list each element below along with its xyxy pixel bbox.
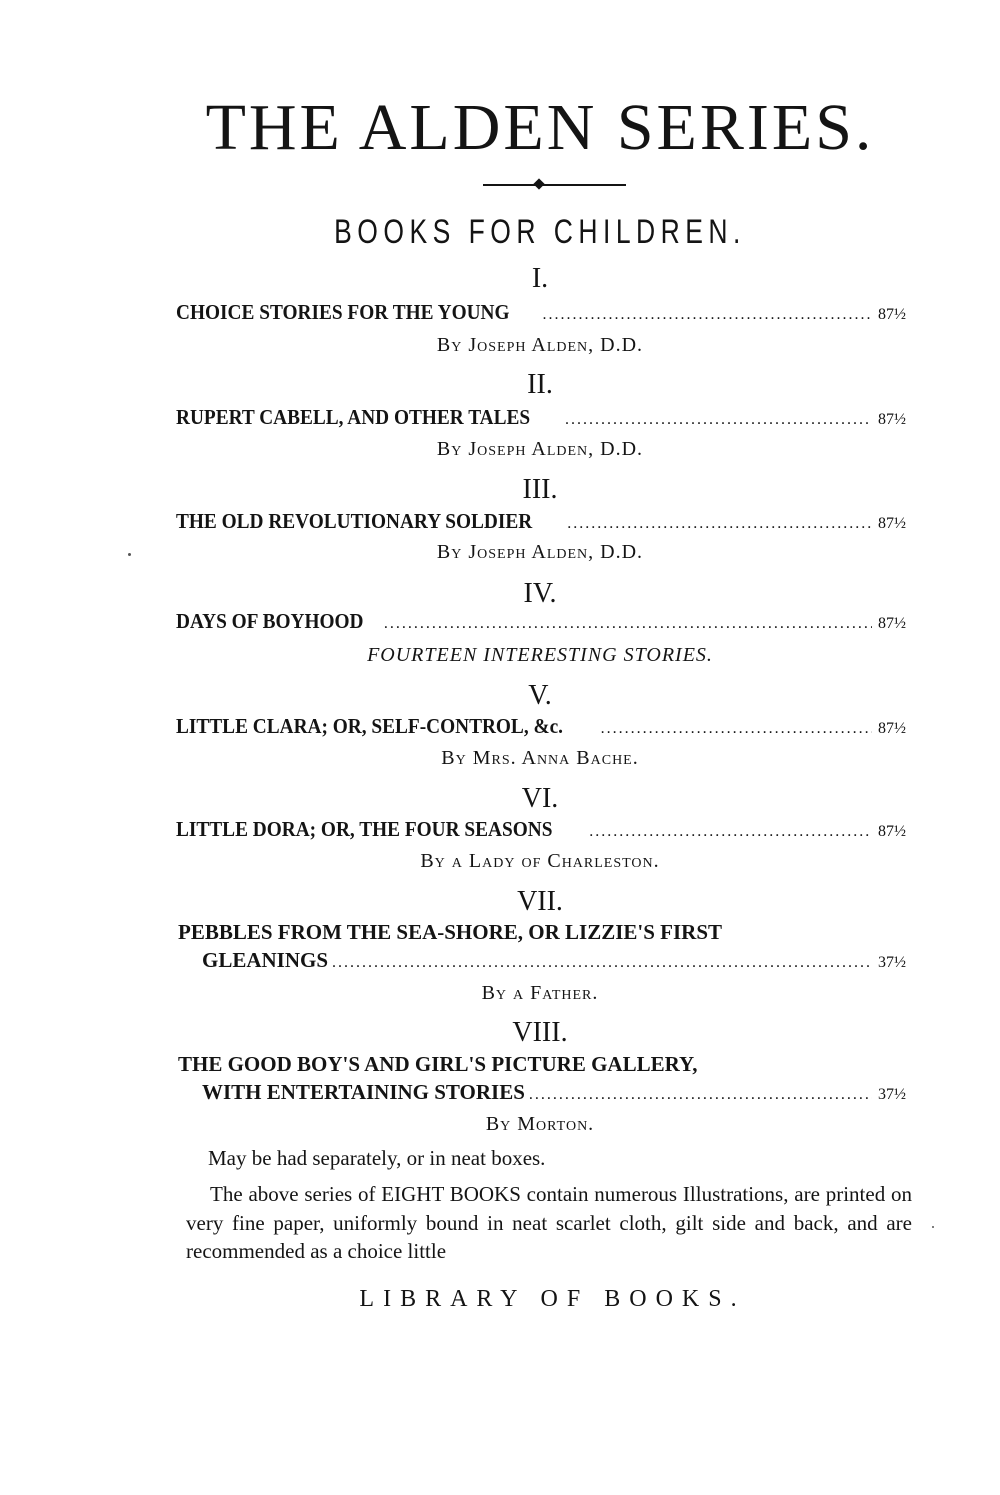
book-price: 37½ bbox=[878, 1086, 906, 1103]
book-numeral: VI. bbox=[521, 783, 559, 814]
book-entry bbox=[178, 918, 906, 977]
book-byline: By Joseph Alden, D.D. bbox=[436, 541, 644, 563]
dot-leader bbox=[589, 824, 872, 840]
book-price: 87½ bbox=[878, 823, 906, 840]
book-price: 87½ bbox=[878, 411, 906, 428]
book-numeral: III. bbox=[522, 474, 558, 505]
dot-leader bbox=[384, 616, 872, 632]
book-entry bbox=[176, 302, 906, 323]
book-entry bbox=[178, 1050, 906, 1109]
book-entry bbox=[176, 407, 906, 428]
diamond-ornament-icon bbox=[533, 178, 544, 189]
library-heading: LIBRARY OF BOOKS. bbox=[359, 1286, 746, 1312]
book-title-line-1: PEBBLES FROM THE SEA-SHORE, OR LIZZIE'S FIRST bbox=[178, 920, 723, 944]
book-byline: By a Father. bbox=[481, 982, 599, 1004]
dot-leader bbox=[565, 412, 872, 428]
book-entry bbox=[176, 611, 906, 632]
book-byline: FOURTEEN INTERESTING STORIES. bbox=[367, 644, 713, 666]
print-speck bbox=[932, 1226, 934, 1228]
dot-leader bbox=[332, 949, 872, 977]
book-numeral: VIII. bbox=[512, 1017, 568, 1048]
page-title: THE ALDEN SERIES. bbox=[205, 91, 875, 164]
book-price: 87½ bbox=[878, 720, 906, 737]
book-numeral: II. bbox=[527, 369, 553, 400]
book-title-line-2-row bbox=[178, 946, 906, 977]
book-title: LITTLE DORA; OR, THE FOUR SEASONS bbox=[176, 817, 553, 841]
book-title: THE OLD REVOLUTIONARY SOLDIER bbox=[176, 509, 533, 533]
book-byline: By Mrs. Anna Bache. bbox=[441, 747, 639, 769]
dot-leader bbox=[601, 721, 872, 737]
book-numeral: V. bbox=[528, 680, 552, 711]
ornamental-rule bbox=[483, 184, 626, 186]
book-title: LITTLE CLARA; OR, SELF-CONTROL, &c. bbox=[176, 714, 563, 738]
dot-leader bbox=[567, 516, 872, 532]
print-speck bbox=[128, 553, 131, 556]
book-byline: By Morton. bbox=[485, 1113, 595, 1135]
dot-leader bbox=[529, 1081, 872, 1109]
book-title: RUPERT CABELL, AND OTHER TALES bbox=[176, 405, 531, 429]
book-title-line-2-row bbox=[178, 1078, 906, 1109]
book-numeral: I. bbox=[531, 263, 549, 294]
book-price: 87½ bbox=[878, 615, 906, 632]
book-price: 87½ bbox=[878, 306, 906, 323]
book-price: 37½ bbox=[878, 954, 906, 971]
book-entry bbox=[176, 819, 906, 840]
book-byline: By Joseph Alden, D.D. bbox=[436, 438, 644, 460]
book-title: CHOICE STORIES FOR THE YOUNG bbox=[176, 300, 510, 324]
page-subtitle: BOOKS FOR CHILDREN. bbox=[334, 213, 746, 251]
book-byline: By a Lady of Charleston. bbox=[420, 850, 660, 872]
book-byline: By Joseph Alden, D.D. bbox=[436, 334, 644, 356]
series-description: The above series of EIGHT BOOKS contain numerous Illustrations, are printed on very fine paper, uniformly bound in neat scarlet cloth, gilt side and back, and are recommended as a choice little bbox=[186, 1182, 912, 1263]
book-entry bbox=[176, 716, 906, 737]
book-title-line-1: THE GOOD BOY'S AND GIRL'S PICTURE GALLERY, bbox=[178, 1052, 698, 1076]
availability-note: May be had separately, or in neat boxes. bbox=[208, 1146, 546, 1170]
book-price: 87½ bbox=[878, 515, 906, 532]
dot-leader bbox=[543, 307, 872, 323]
book-entry bbox=[176, 511, 906, 532]
book-numeral: IV. bbox=[523, 578, 557, 609]
book-numeral: VII. bbox=[517, 886, 563, 917]
book-title-line-2: GLEANINGS bbox=[202, 948, 329, 972]
book-title: DAYS OF BOYHOOD bbox=[176, 609, 364, 633]
book-title-line-2: WITH ENTERTAINING STORIES bbox=[202, 1080, 525, 1104]
